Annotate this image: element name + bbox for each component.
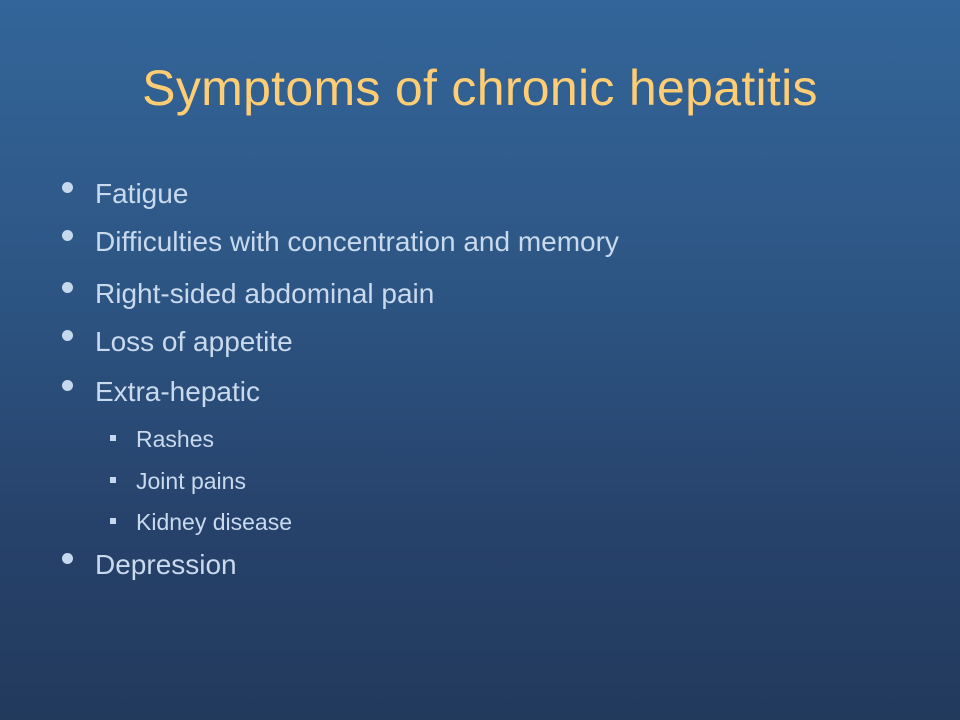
sub-bullet-text: Rashes <box>136 426 214 452</box>
bullet-text: Fatigue <box>95 178 189 209</box>
sub-bullet-text: Joint pains <box>136 468 246 494</box>
slide-title: Symptoms of chronic hepatitis <box>142 60 818 116</box>
bullet-text: Difficulties with concentration and memory <box>95 226 619 257</box>
square-bullet-icon <box>110 518 116 524</box>
bullet-dot-icon <box>62 330 73 341</box>
bullet-text: Extra-hepatic <box>95 376 260 407</box>
sub-bullet-text: Kidney disease <box>136 509 292 535</box>
bullet-dot-icon <box>62 230 73 241</box>
bullet-text: Depression <box>95 549 237 580</box>
square-bullet-icon <box>110 477 116 483</box>
bullet-text: Loss of appetite <box>95 326 293 357</box>
bullet-dot-icon <box>62 553 73 564</box>
square-bullet-icon <box>110 435 116 441</box>
bullet-dot-icon <box>62 380 73 391</box>
bullet-dot-icon <box>62 282 73 293</box>
bullet-text: Right-sided abdominal pain <box>95 278 435 309</box>
bullet-dot-icon <box>62 182 73 193</box>
